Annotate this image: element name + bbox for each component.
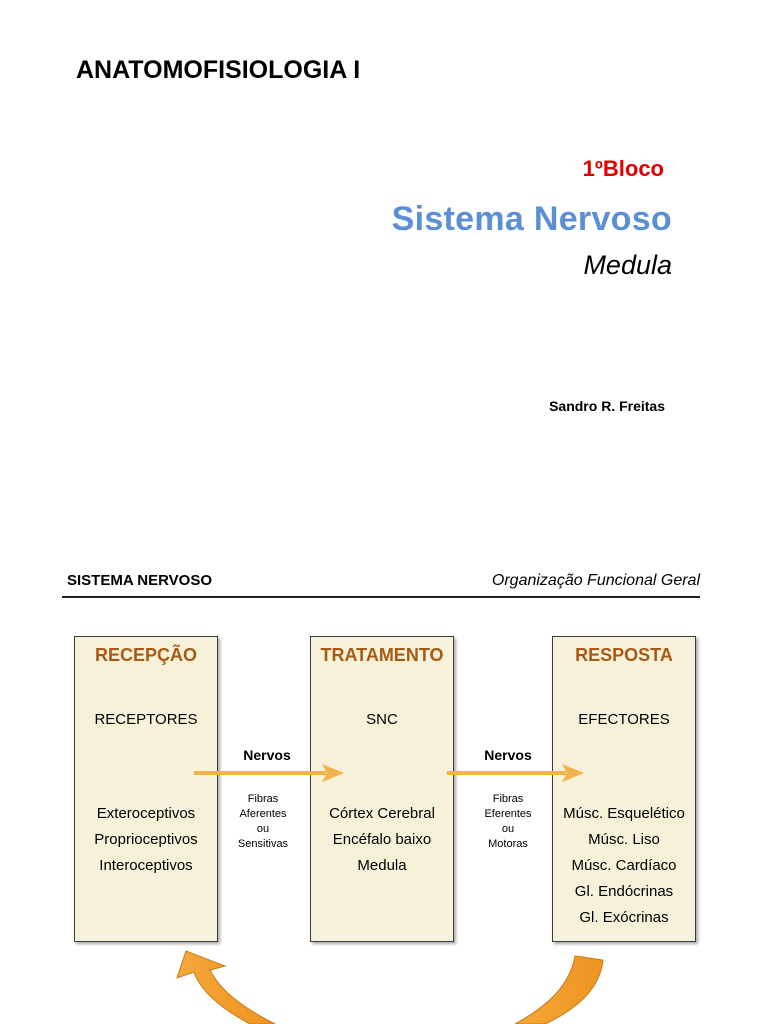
box-subheading: RECEPTORES xyxy=(94,711,198,728)
list-item: Músc. Liso xyxy=(588,831,660,848)
fiber-line: Aferentes xyxy=(239,808,287,820)
list-item: Encéfalo baixo xyxy=(332,831,432,848)
fiber-line: ou xyxy=(256,823,270,835)
box-heading: TRATAMENTO xyxy=(320,645,444,665)
presentation-title: Sistema Nervoso xyxy=(391,200,672,238)
list-item: Interoceptivos xyxy=(99,857,193,874)
afferent-arrow xyxy=(194,764,344,782)
list-item: Músc. Esquelético xyxy=(563,805,685,822)
author-name: Sandro R. Freitas xyxy=(549,398,665,414)
box-subheading: SNC xyxy=(366,711,398,728)
box-heading: RESPOSTA xyxy=(575,645,673,665)
fiber-line: Motoras xyxy=(488,838,528,850)
list-item: Medula xyxy=(357,857,407,874)
list-item: Músc. Cardíaco xyxy=(571,857,677,874)
afferent-nerves-label: Nervos xyxy=(243,747,291,763)
efferent-nerves-label: Nervos xyxy=(484,747,532,763)
fiber-line: Fibras xyxy=(492,793,524,805)
fiber-line: Sensitivas xyxy=(237,838,289,850)
slide-heading-right: Organização Funcional Geral xyxy=(491,572,700,589)
course-title: ANATOMOFISIOLOGIA I xyxy=(76,56,361,84)
list-item: Gl. Endócrinas xyxy=(574,883,674,900)
list-item: Gl. Exócrinas xyxy=(579,909,669,926)
feedback-curve-arrow xyxy=(177,951,603,1024)
list-item: Proprioceptivos xyxy=(94,831,198,848)
list-item: Córtex Cerebral xyxy=(329,805,435,822)
fiber-line: Eferentes xyxy=(484,808,532,820)
efferent-arrow xyxy=(447,764,584,782)
fiber-line: ou xyxy=(501,823,515,835)
slide-heading: SISTEMA NERVOSO xyxy=(67,572,213,589)
box-subheading: EFECTORES xyxy=(578,711,670,728)
block-label: 1ºBloco xyxy=(582,156,664,181)
box-heading: RECEPÇÃO xyxy=(94,645,197,665)
fiber-line: Fibras xyxy=(247,793,279,805)
presentation-subtitle: Medula xyxy=(583,250,672,280)
list-item: Exteroceptivos xyxy=(96,805,196,822)
